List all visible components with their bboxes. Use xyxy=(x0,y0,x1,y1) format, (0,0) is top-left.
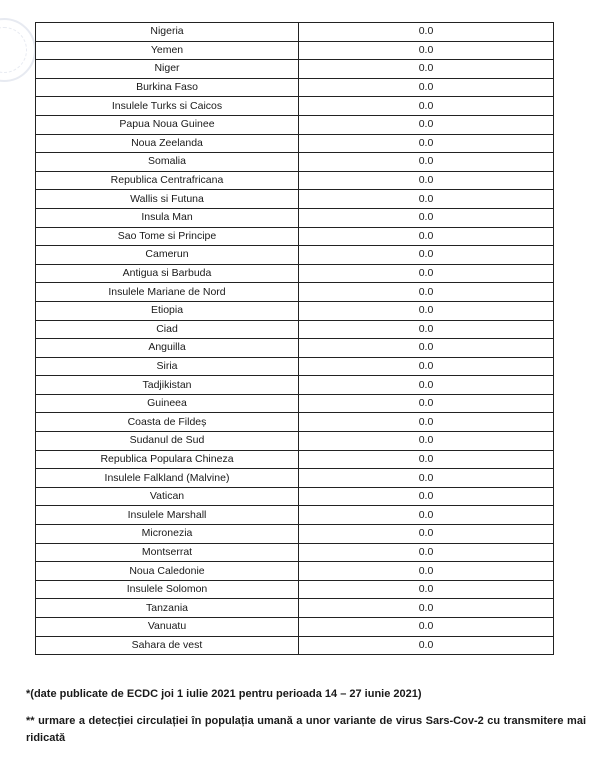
country-cell: Insulele Marshall xyxy=(36,506,299,525)
country-table-body xyxy=(36,23,554,655)
country-cell: Insulele Mariane de Nord xyxy=(36,283,299,302)
table-row xyxy=(36,115,554,134)
value-cell: 0.0 xyxy=(299,413,554,432)
table-row xyxy=(36,618,554,637)
table-row xyxy=(36,41,554,60)
value-cell: 0.0 xyxy=(299,78,554,97)
country-cell: Noua Zeelanda xyxy=(36,134,299,153)
value-cell: 0.0 xyxy=(299,580,554,599)
country-cell: Etiopia xyxy=(36,301,299,320)
value-cell: 0.0 xyxy=(299,394,554,413)
country-cell: Micronezia xyxy=(36,525,299,544)
country-cell: Anguilla xyxy=(36,339,299,358)
value-cell: 0.0 xyxy=(299,171,554,190)
value-cell: 0.0 xyxy=(299,60,554,79)
value-cell: 0.0 xyxy=(299,264,554,283)
country-cell: Somalia xyxy=(36,153,299,172)
table-row xyxy=(36,562,554,581)
country-cell: Wallis si Futuna xyxy=(36,190,299,209)
country-cell: Montserrat xyxy=(36,543,299,562)
table-row xyxy=(36,60,554,79)
value-cell: 0.0 xyxy=(299,23,554,42)
country-cell: Vatican xyxy=(36,487,299,506)
table-row xyxy=(36,23,554,42)
value-cell: 0.0 xyxy=(299,320,554,339)
table-row xyxy=(36,543,554,562)
country-cell: Tanzania xyxy=(36,599,299,618)
table-row xyxy=(36,599,554,618)
country-cell: Camerun xyxy=(36,246,299,265)
country-cell: Burkina Faso xyxy=(36,78,299,97)
footnote-variants: ** urmare a detecției circulației în populația umană a unor variante de virus Sars-Cov-2 cu transmitere mai ridicată xyxy=(26,715,586,744)
value-cell: 0.0 xyxy=(299,134,554,153)
table-row xyxy=(36,208,554,227)
table-row xyxy=(36,153,554,172)
value-cell: 0.0 xyxy=(299,450,554,469)
table-row xyxy=(36,283,554,302)
value-cell: 0.0 xyxy=(299,432,554,451)
value-cell: 0.0 xyxy=(299,543,554,562)
value-cell: 0.0 xyxy=(299,246,554,265)
country-cell: Antigua si Barbuda xyxy=(36,264,299,283)
country-cell: Sao Tome si Principe xyxy=(36,227,299,246)
table-row xyxy=(36,246,554,265)
value-cell: 0.0 xyxy=(299,153,554,172)
country-cell: Sudanul de Sud xyxy=(36,432,299,451)
table-row xyxy=(36,171,554,190)
country-cell: Vanuatu xyxy=(36,618,299,637)
value-cell: 0.0 xyxy=(299,41,554,60)
country-cell: Insulele Solomon xyxy=(36,580,299,599)
table-row xyxy=(36,525,554,544)
country-cell: Nigeria xyxy=(36,23,299,42)
table-row xyxy=(36,376,554,395)
table-row xyxy=(36,357,554,376)
country-cell: Siria xyxy=(36,357,299,376)
country-table xyxy=(35,22,554,655)
country-cell: Insulele Falkland (Malvine) xyxy=(36,469,299,488)
value-cell: 0.0 xyxy=(299,506,554,525)
table-row xyxy=(36,339,554,358)
table-row xyxy=(36,469,554,488)
table-row xyxy=(36,413,554,432)
value-cell: 0.0 xyxy=(299,487,554,506)
country-cell: Papua Noua Guinee xyxy=(36,115,299,134)
value-cell: 0.0 xyxy=(299,469,554,488)
value-cell: 0.0 xyxy=(299,190,554,209)
country-cell: Coasta de Fildeș xyxy=(36,413,299,432)
table-row xyxy=(36,432,554,451)
table-row xyxy=(36,78,554,97)
country-cell: Guineea xyxy=(36,394,299,413)
value-cell: 0.0 xyxy=(299,376,554,395)
table-row xyxy=(36,320,554,339)
value-cell: 0.0 xyxy=(299,301,554,320)
value-cell: 0.0 xyxy=(299,562,554,581)
table-row xyxy=(36,636,554,655)
table-row xyxy=(36,450,554,469)
table-row xyxy=(36,487,554,506)
value-cell: 0.0 xyxy=(299,599,554,618)
country-cell: Republica Centrafricana xyxy=(36,171,299,190)
country-cell: Insula Man xyxy=(36,208,299,227)
value-cell: 0.0 xyxy=(299,618,554,637)
country-cell: Ciad xyxy=(36,320,299,339)
table-row xyxy=(36,190,554,209)
table-row xyxy=(36,580,554,599)
country-cell: Noua Caledonie xyxy=(36,562,299,581)
value-cell: 0.0 xyxy=(299,636,554,655)
value-cell: 0.0 xyxy=(299,227,554,246)
table-row xyxy=(36,264,554,283)
seal-stamp xyxy=(0,18,36,82)
value-cell: 0.0 xyxy=(299,208,554,227)
country-cell: Sahara de vest xyxy=(36,636,299,655)
country-cell: Insulele Turks si Caicos xyxy=(36,97,299,116)
country-cell: Niger xyxy=(36,60,299,79)
table-row xyxy=(36,301,554,320)
footnotes xyxy=(26,686,586,747)
table-row xyxy=(36,394,554,413)
country-cell: Yemen xyxy=(36,41,299,60)
table-row xyxy=(36,134,554,153)
country-cell: Republica Populara Chineza xyxy=(36,450,299,469)
table-row xyxy=(36,506,554,525)
value-cell: 0.0 xyxy=(299,97,554,116)
table-row xyxy=(36,227,554,246)
table-row xyxy=(36,97,554,116)
value-cell: 0.0 xyxy=(299,283,554,302)
country-cell: Tadjikistan xyxy=(36,376,299,395)
value-cell: 0.0 xyxy=(299,339,554,358)
value-cell: 0.0 xyxy=(299,525,554,544)
value-cell: 0.0 xyxy=(299,357,554,376)
footnote-source: *(date publicate de ECDC joi 1 iulie 2021 pentru perioada 14 – 27 iunie 2021) xyxy=(26,688,422,700)
value-cell: 0.0 xyxy=(299,115,554,134)
